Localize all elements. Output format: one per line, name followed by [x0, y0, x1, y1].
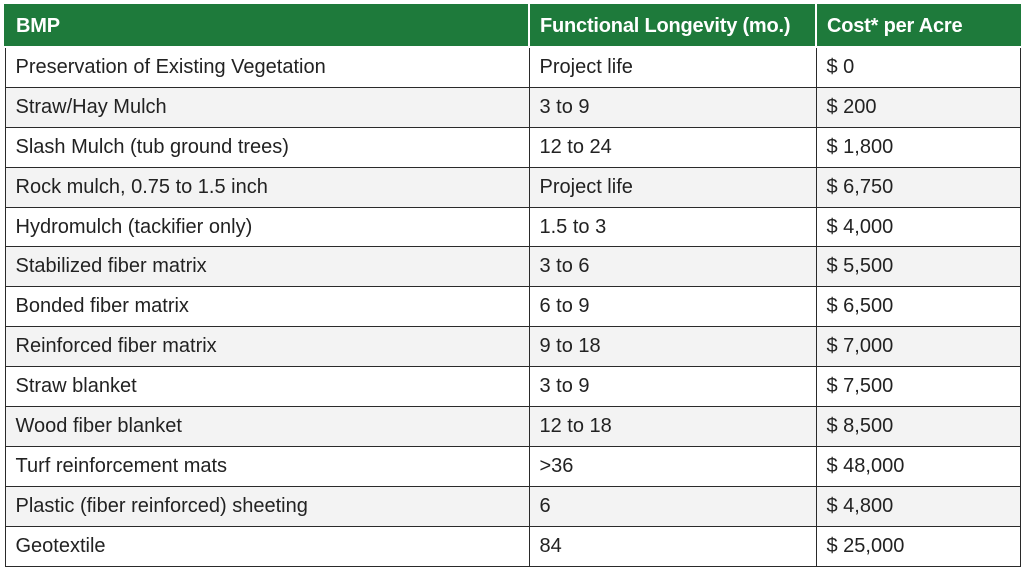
cell-bmp: Rock mulch, 0.75 to 1.5 inch — [5, 167, 529, 207]
cell-bmp: Slash Mulch (tub ground trees) — [5, 127, 529, 167]
table-row — [5, 526, 1020, 566]
table-row — [5, 207, 1020, 247]
table-row — [5, 486, 1020, 526]
cell-bmp: Geotextile — [5, 526, 529, 566]
table-header — [5, 5, 1020, 47]
cell-cost: $ 7,000 — [816, 327, 1020, 367]
table-row — [5, 167, 1020, 207]
cell-cost: $ 5,500 — [816, 247, 1020, 287]
cell-cost: $ 25,000 — [816, 526, 1020, 566]
cell-longevity: Project life — [529, 47, 816, 87]
table-row — [5, 87, 1020, 127]
column-header-functional-longevity: Functional Longevity (mo.) — [529, 5, 816, 47]
cell-cost: $ 7,500 — [816, 367, 1020, 407]
table-row — [5, 127, 1020, 167]
cell-cost: $ 0 — [816, 47, 1020, 87]
bmp-cost-table — [4, 4, 1021, 567]
cell-longevity: 12 to 24 — [529, 127, 816, 167]
cell-longevity: 12 to 18 — [529, 407, 816, 447]
cell-bmp: Turf reinforcement mats — [5, 446, 529, 486]
column-header-cost-per-acre: Cost* per Acre — [816, 5, 1020, 47]
cell-cost: $ 200 — [816, 87, 1020, 127]
table-row — [5, 407, 1020, 447]
cell-bmp: Bonded fiber matrix — [5, 287, 529, 327]
cell-longevity: 6 to 9 — [529, 287, 816, 327]
cell-longevity: 9 to 18 — [529, 327, 816, 367]
cell-cost: $ 8,500 — [816, 407, 1020, 447]
cell-longevity: 1.5 to 3 — [529, 207, 816, 247]
cell-cost: $ 4,800 — [816, 486, 1020, 526]
cell-longevity: Project life — [529, 167, 816, 207]
table-body — [5, 47, 1020, 566]
table-row — [5, 47, 1020, 87]
table-row — [5, 367, 1020, 407]
cell-longevity: 3 to 9 — [529, 367, 816, 407]
cell-bmp: Plastic (fiber reinforced) sheeting — [5, 486, 529, 526]
cell-bmp: Preservation of Existing Vegetation — [5, 47, 529, 87]
cell-bmp: Stabilized fiber matrix — [5, 247, 529, 287]
cell-bmp: Wood fiber blanket — [5, 407, 529, 447]
cell-longevity: 6 — [529, 486, 816, 526]
table-row — [5, 446, 1020, 486]
cell-longevity: 3 to 9 — [529, 87, 816, 127]
cell-cost: $ 6,500 — [816, 287, 1020, 327]
table-row — [5, 287, 1020, 327]
column-header-bmp: BMP — [5, 5, 529, 47]
cell-cost: $ 1,800 — [816, 127, 1020, 167]
cell-cost: $ 48,000 — [816, 446, 1020, 486]
cell-bmp: Reinforced fiber matrix — [5, 327, 529, 367]
bmp-cost-table-container — [4, 4, 1019, 567]
cell-bmp: Hydromulch (tackifier only) — [5, 207, 529, 247]
cell-cost: $ 6,750 — [816, 167, 1020, 207]
cell-cost: $ 4,000 — [816, 207, 1020, 247]
cell-longevity: 3 to 6 — [529, 247, 816, 287]
cell-longevity: 84 — [529, 526, 816, 566]
cell-longevity: >36 — [529, 446, 816, 486]
table-row — [5, 327, 1020, 367]
table-row — [5, 247, 1020, 287]
cell-bmp: Straw blanket — [5, 367, 529, 407]
cell-bmp: Straw/Hay Mulch — [5, 87, 529, 127]
header-row — [5, 5, 1020, 47]
